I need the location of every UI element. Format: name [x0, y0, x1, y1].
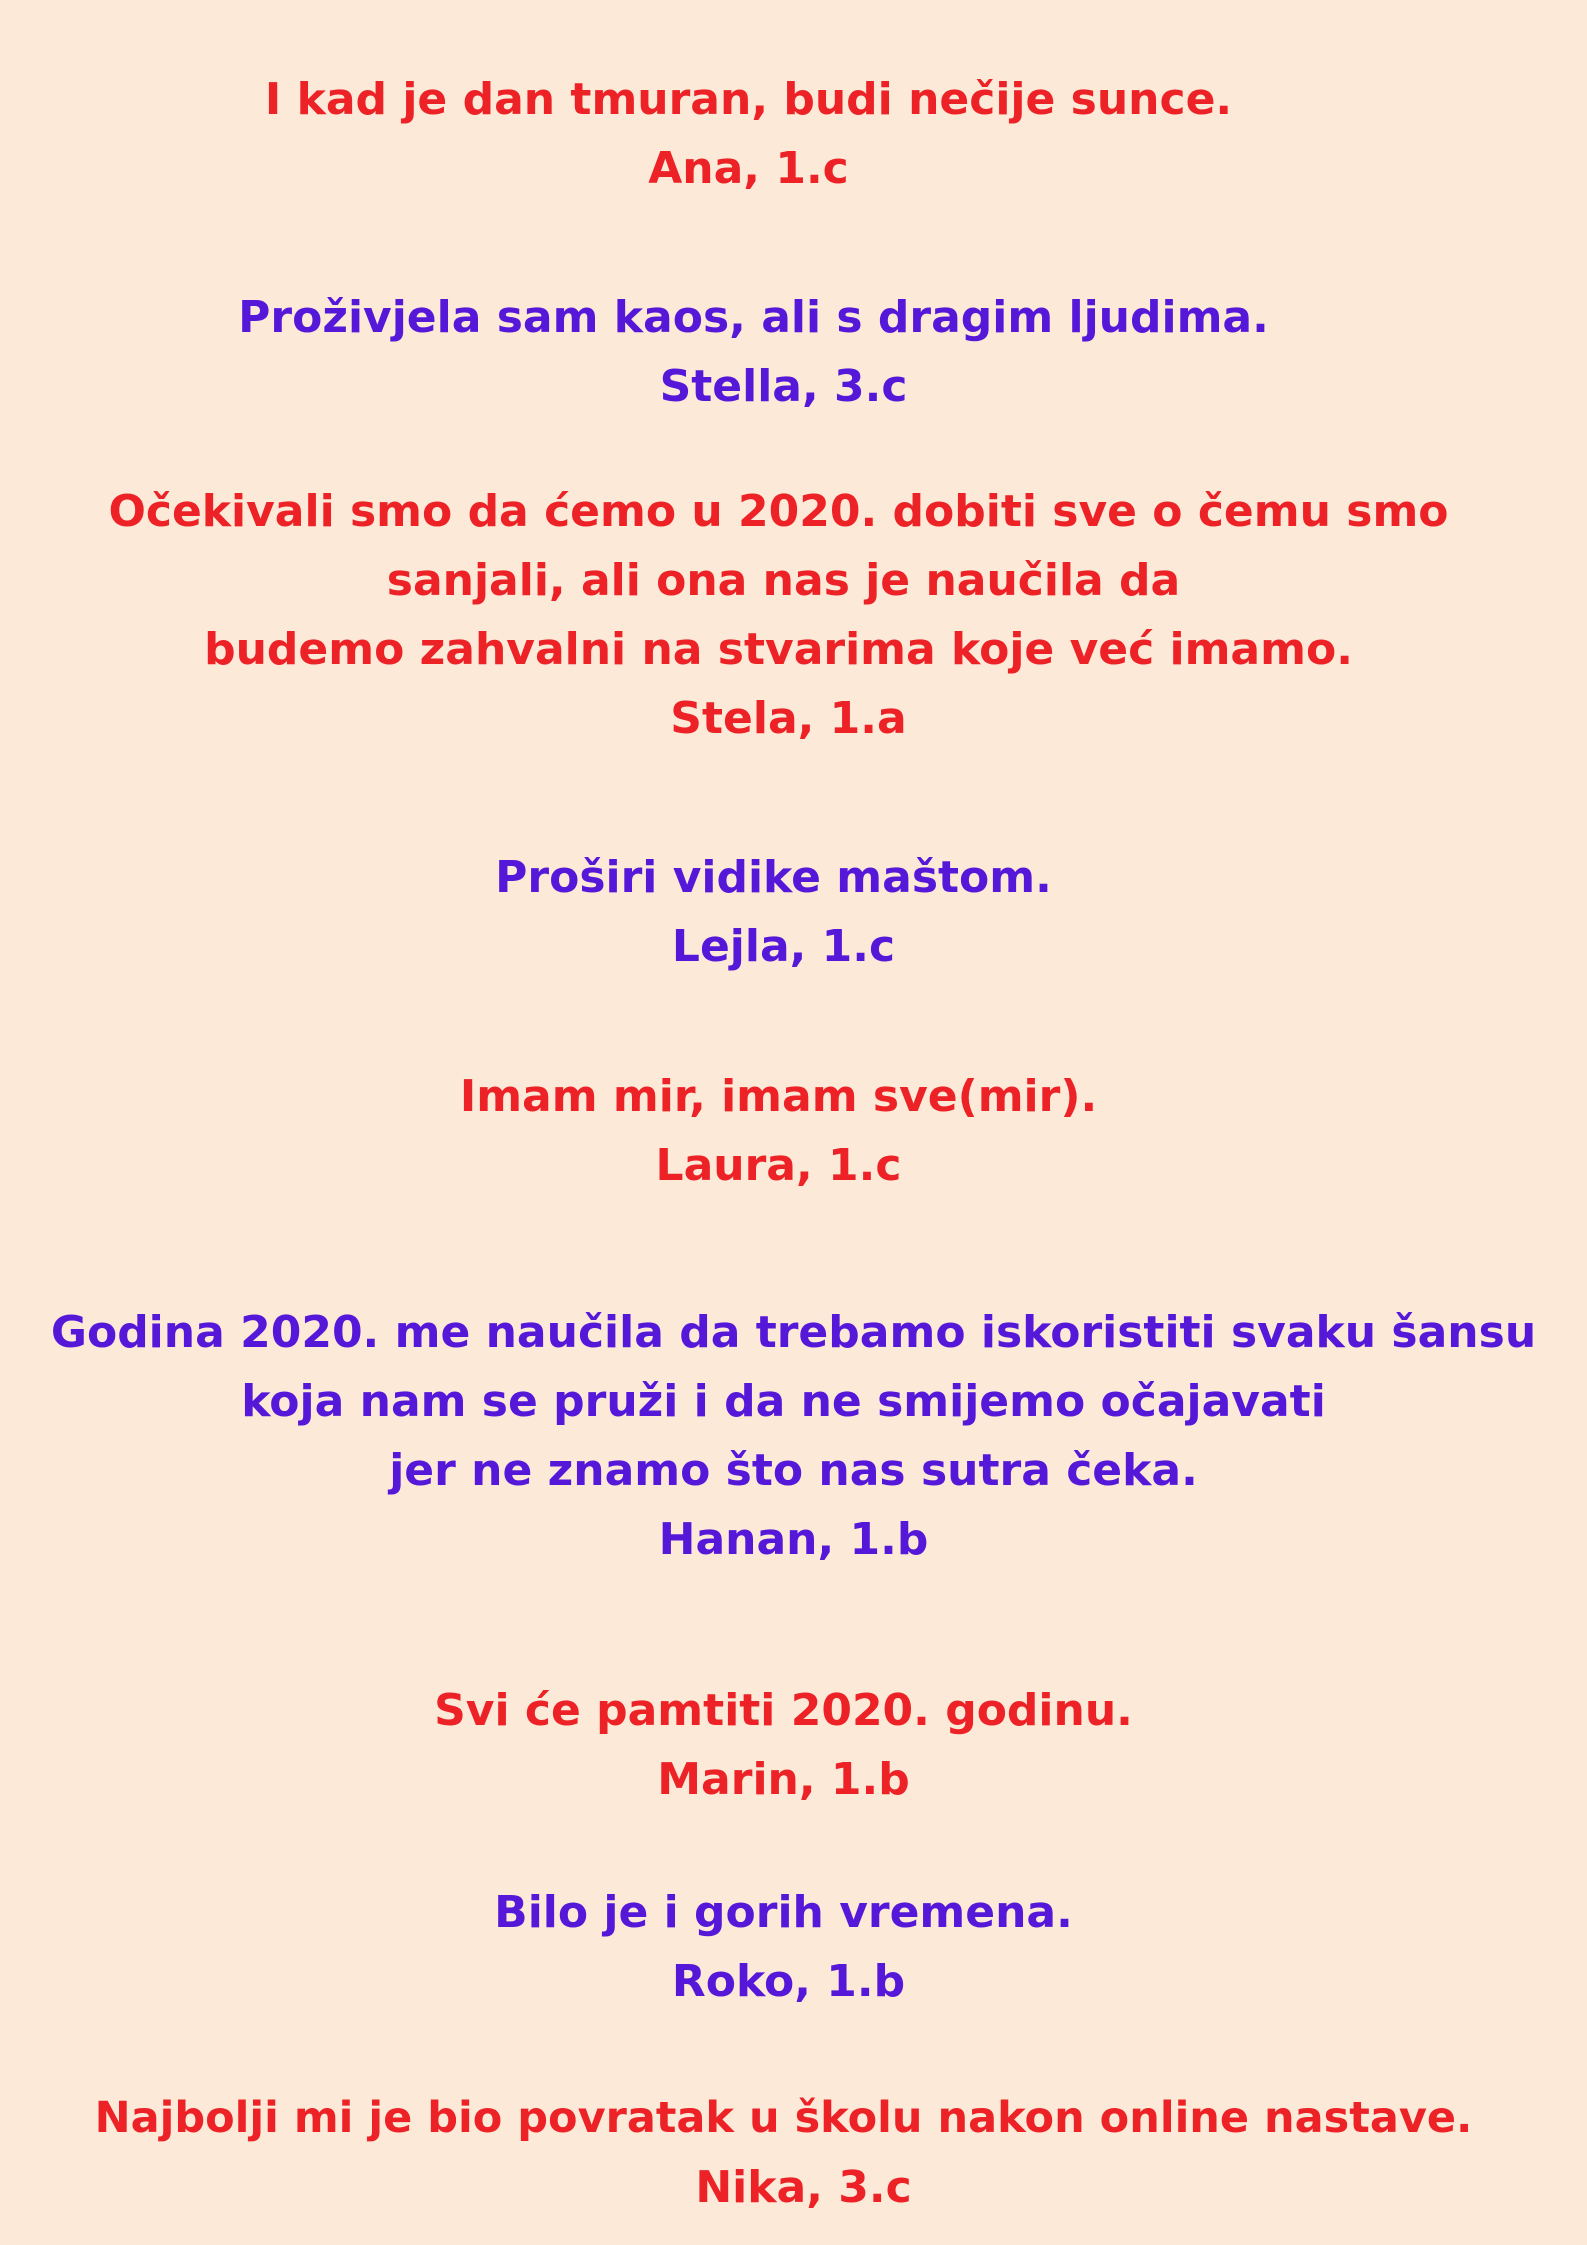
quote-text: Očekivali smo da ćemo u 2020. dobiti sve o čemu smo	[108, 486, 1449, 537]
quote-marin	[0, 1676, 1587, 1814]
quote-laura	[0, 1062, 1587, 1200]
quote-roko	[0, 1878, 1587, 2016]
quote-author: Stela, 1.a	[670, 693, 907, 744]
quote-stela	[0, 477, 1587, 753]
quote-stella	[0, 283, 1587, 421]
quote-author: Marin, 1.b	[657, 1754, 910, 1805]
quote-author: Ana, 1.c	[648, 143, 849, 194]
quote-author: Laura, 1.c	[655, 1140, 902, 1191]
quote-lejla	[0, 843, 1587, 981]
quote-text: Imam mir, imam sve(mir).	[459, 1071, 1098, 1122]
quote-text: Bilo je i gorih vremena.	[494, 1887, 1073, 1938]
quote-text: koja nam se pruži i da ne smijemo očajavati	[241, 1376, 1326, 1427]
quote-text: Najbolji mi je bio povratak u školu nakon online nastave.	[94, 2093, 1473, 2143]
quote-text: sanjali, ali ona nas je naučila da	[386, 555, 1181, 606]
quote-text: Svi će pamtiti 2020. godinu.	[434, 1685, 1133, 1736]
quote-text: budemo zahvalni na stvarima koje već imamo.	[204, 624, 1353, 675]
quote-hanan	[0, 1298, 1587, 1574]
quote-text: jer ne znamo što nas sutra čeka.	[389, 1445, 1198, 1496]
quote-ana	[0, 65, 1587, 203]
quote-author: Stella, 3.c	[659, 361, 908, 412]
quote-text: Godina 2020. me naučila da trebamo iskoristiti svaku šansu	[50, 1307, 1537, 1358]
quote-text: Proširi vidike maštom.	[495, 852, 1052, 903]
quote-author: Roko, 1.b	[671, 1956, 906, 2007]
quote-author: Lejla, 1.c	[671, 921, 896, 972]
quote-text: Proživjela sam kaos, ali s dragim ljudima.	[238, 292, 1269, 343]
quote-nika	[0, 2084, 1587, 2222]
quote-author: Hanan, 1.b	[658, 1514, 929, 1565]
quote-text: I kad je dan tmuran, budi nečije sunce.	[264, 74, 1233, 125]
quote-author: Nika, 3.c	[695, 2162, 912, 2213]
